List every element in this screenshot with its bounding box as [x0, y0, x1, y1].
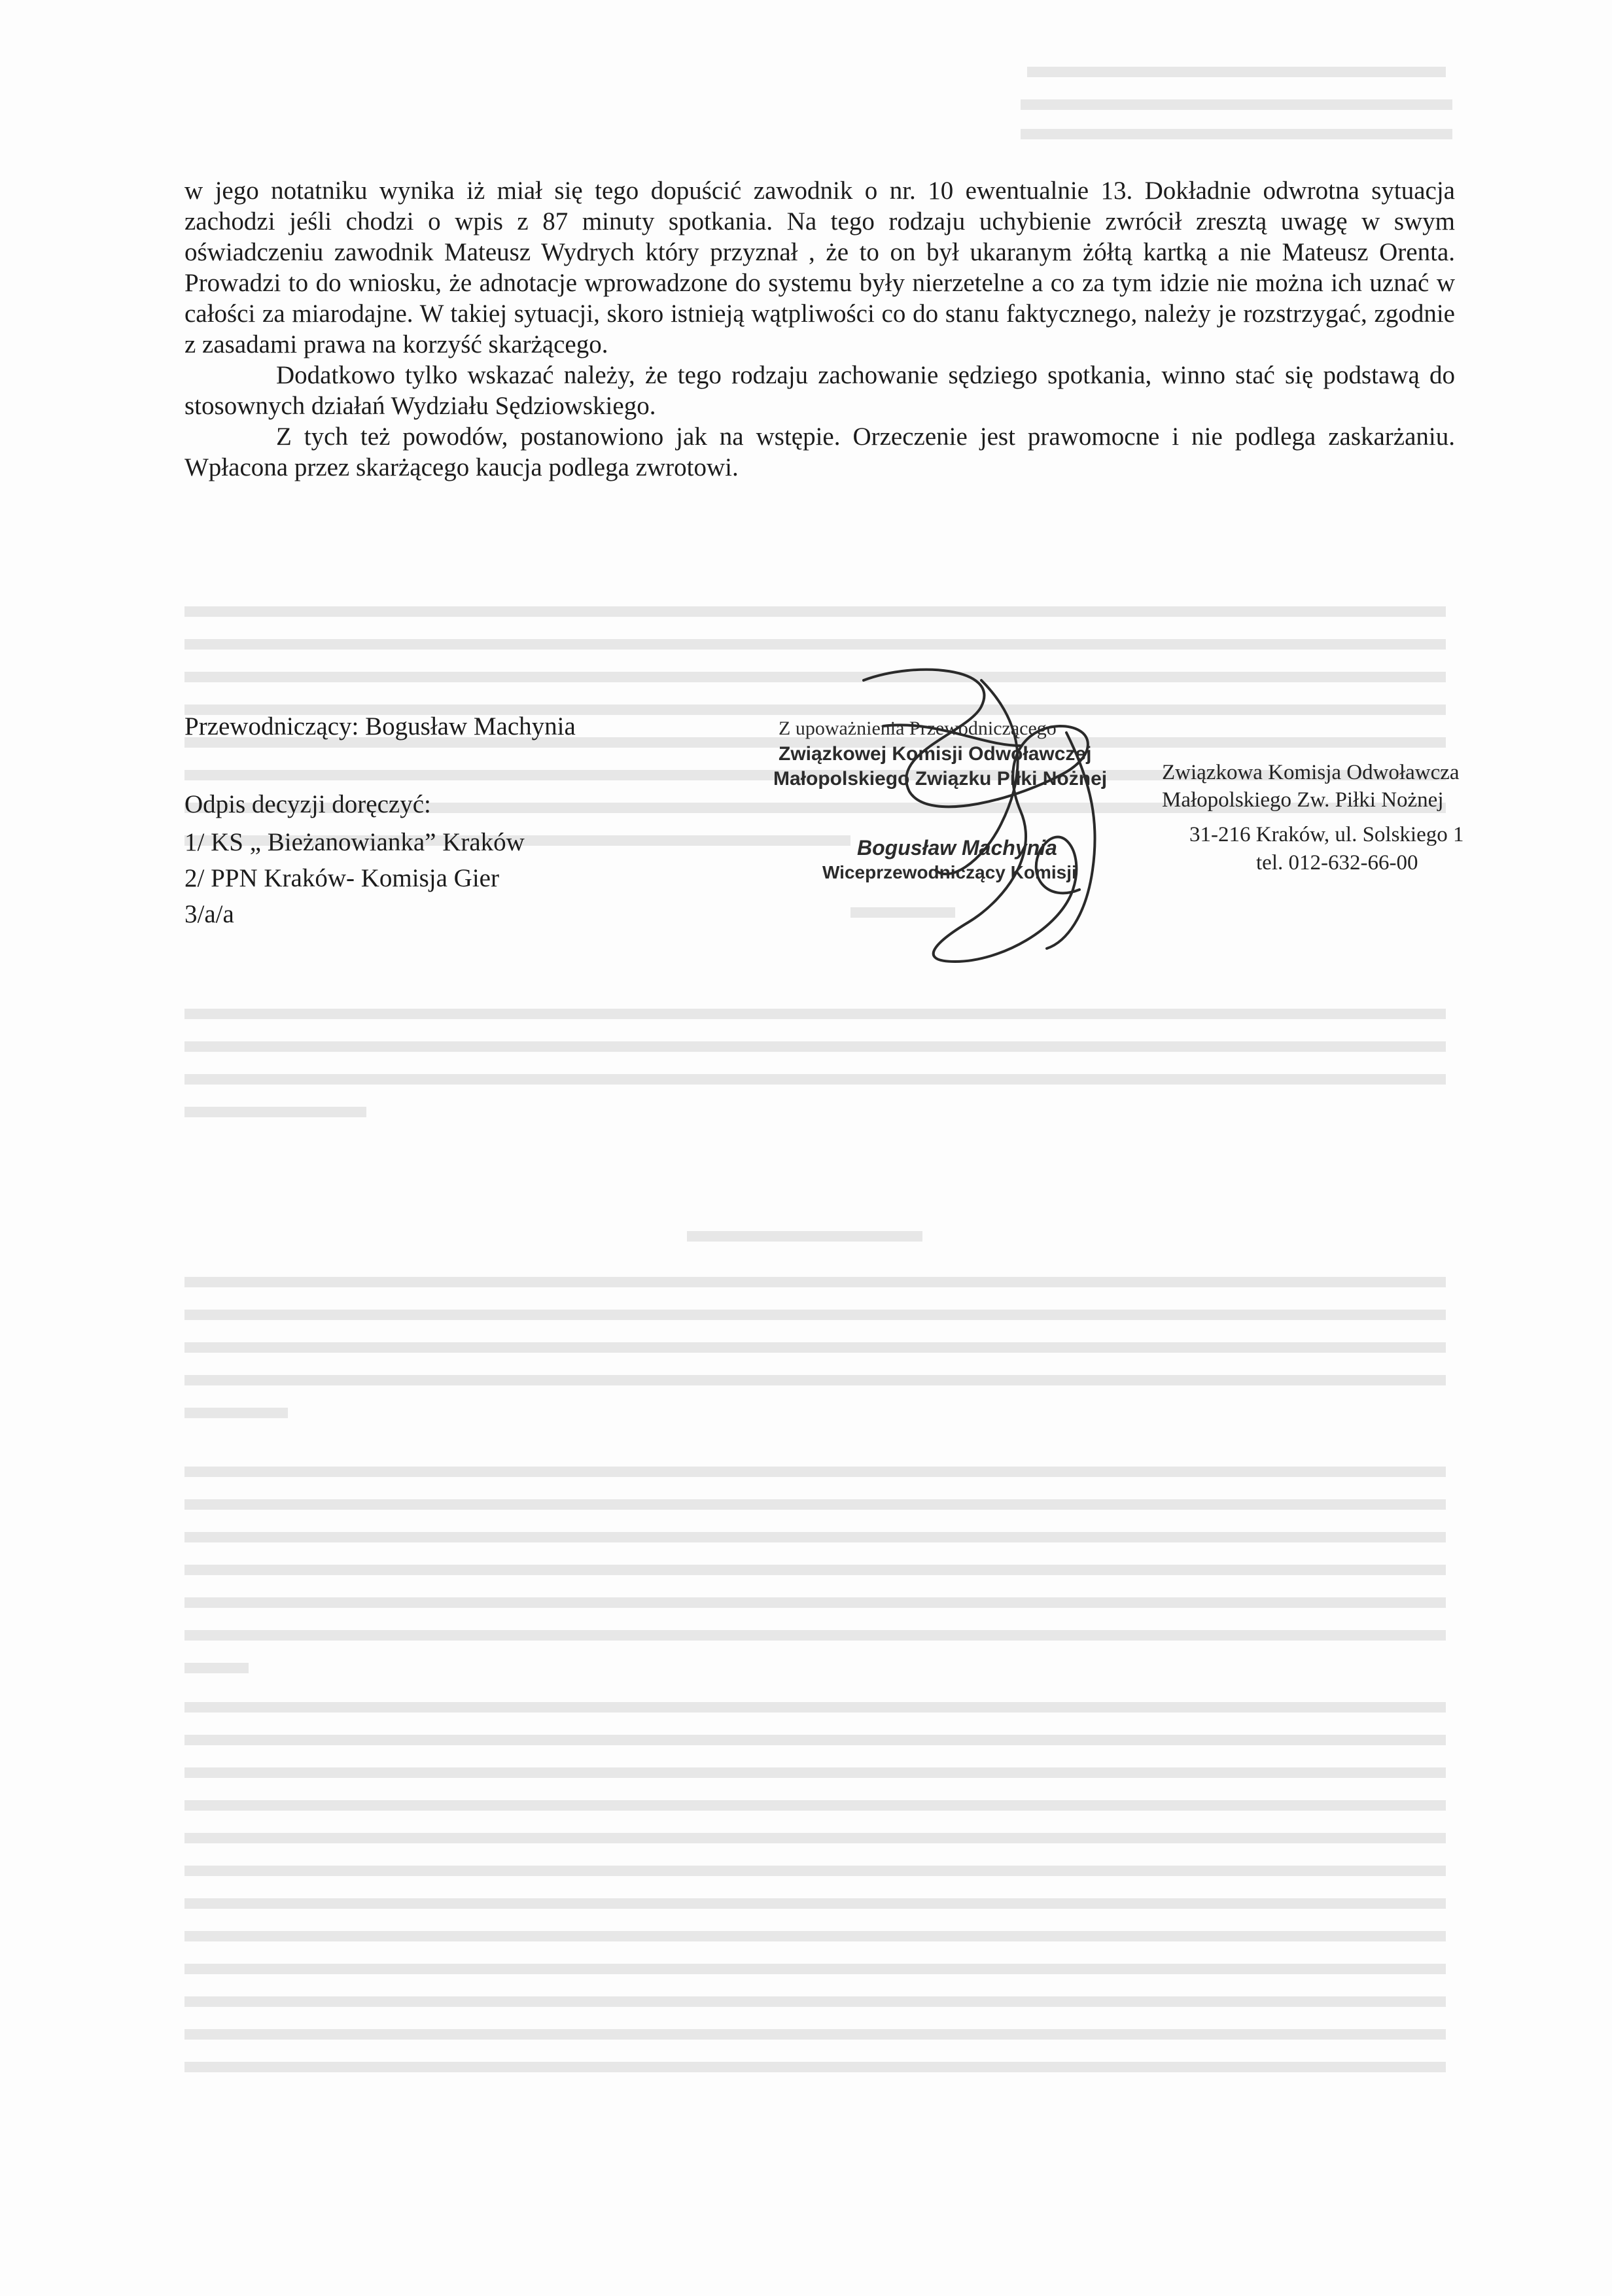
delivery-heading: Odpis decyzji doręczyć: — [184, 790, 431, 818]
paragraph-conclusion: Z tych też powodów, postanowiono jak na wstępie. Orzeczenie jest prawomocne i nie podlega zaskarżaniu. Wpłacona przez skarżącego kaucja podlega zwrotowi. — [184, 423, 1455, 481]
address-stamp-line-2: Małopolskiego Zw. Piłki Nożnej — [1162, 788, 1444, 812]
handwritten-signature — [785, 654, 1217, 968]
chairman-line: Przewodniczący: Bogusław Machynia — [184, 712, 576, 740]
stamp-line-3: Małopolskiego Związku Piłki Nożnej — [773, 768, 1108, 790]
recipient-1: 1/ KS „ Bieżanowianka” Kraków — [184, 828, 525, 856]
stamp-signatory-title: Wiceprzewodniczący Komisji — [822, 862, 1077, 882]
address-stamp-line-1: Związkowa Komisja Odwoławcza — [1162, 761, 1460, 784]
paragraph-reasoning: w jego notatniku wynika iż miał się tego dopuścić zawodnik o nr. 10 ewentualnie 13. Dokładnie odwrotna sytuacja zachodzi jeśli chodzi o wpis z 87 minuty spotkania. Na tego rodzaju uchybienie zwrócił zresztą uwagę w swym oświadczeniu zawodnik Mateusz Wydrych który przyznał , że to on był ukaranym żółtą kartką a nie Mateusz Orenta. Prowadzi to do wniosku, że adnotacje wprowadzone do systemu były nierzetelne a co za tym idzie nie można ich uznać w całości za miarodajne. W takiej sytuacji, skoro istnieją wątpliwości co do stanu faktycznego, należy je rozstrzygać, zgodnie z zasadami prawa na korzyść skarżącego. — [184, 177, 1455, 358]
decision-body — [184, 175, 1455, 483]
stamp-line-1: Z upoważnienia Przewodniczącego — [779, 718, 1057, 739]
address-stamp-line-3: 31-216 Kraków, ul. Solskiego 1 — [1189, 823, 1464, 846]
stamp-signatory-name: Bogusław Machynia — [857, 836, 1057, 860]
recipient-3: 3/a/a — [184, 900, 234, 928]
paragraph-referee-note: Dodatkowo tylko wskazać należy, że tego rodzaju zachowanie sędziego spotkania, winno stać się podstawą do stosownych działań Wydziału Sędziowskiego. — [184, 361, 1455, 420]
stamp-line-2: Związkowej Komisji Odwoławczej — [779, 743, 1092, 765]
recipient-2: 2/ PPN Kraków- Komisja Gier — [184, 864, 499, 892]
address-stamp-line-4: tel. 012-632-66-00 — [1256, 851, 1418, 875]
